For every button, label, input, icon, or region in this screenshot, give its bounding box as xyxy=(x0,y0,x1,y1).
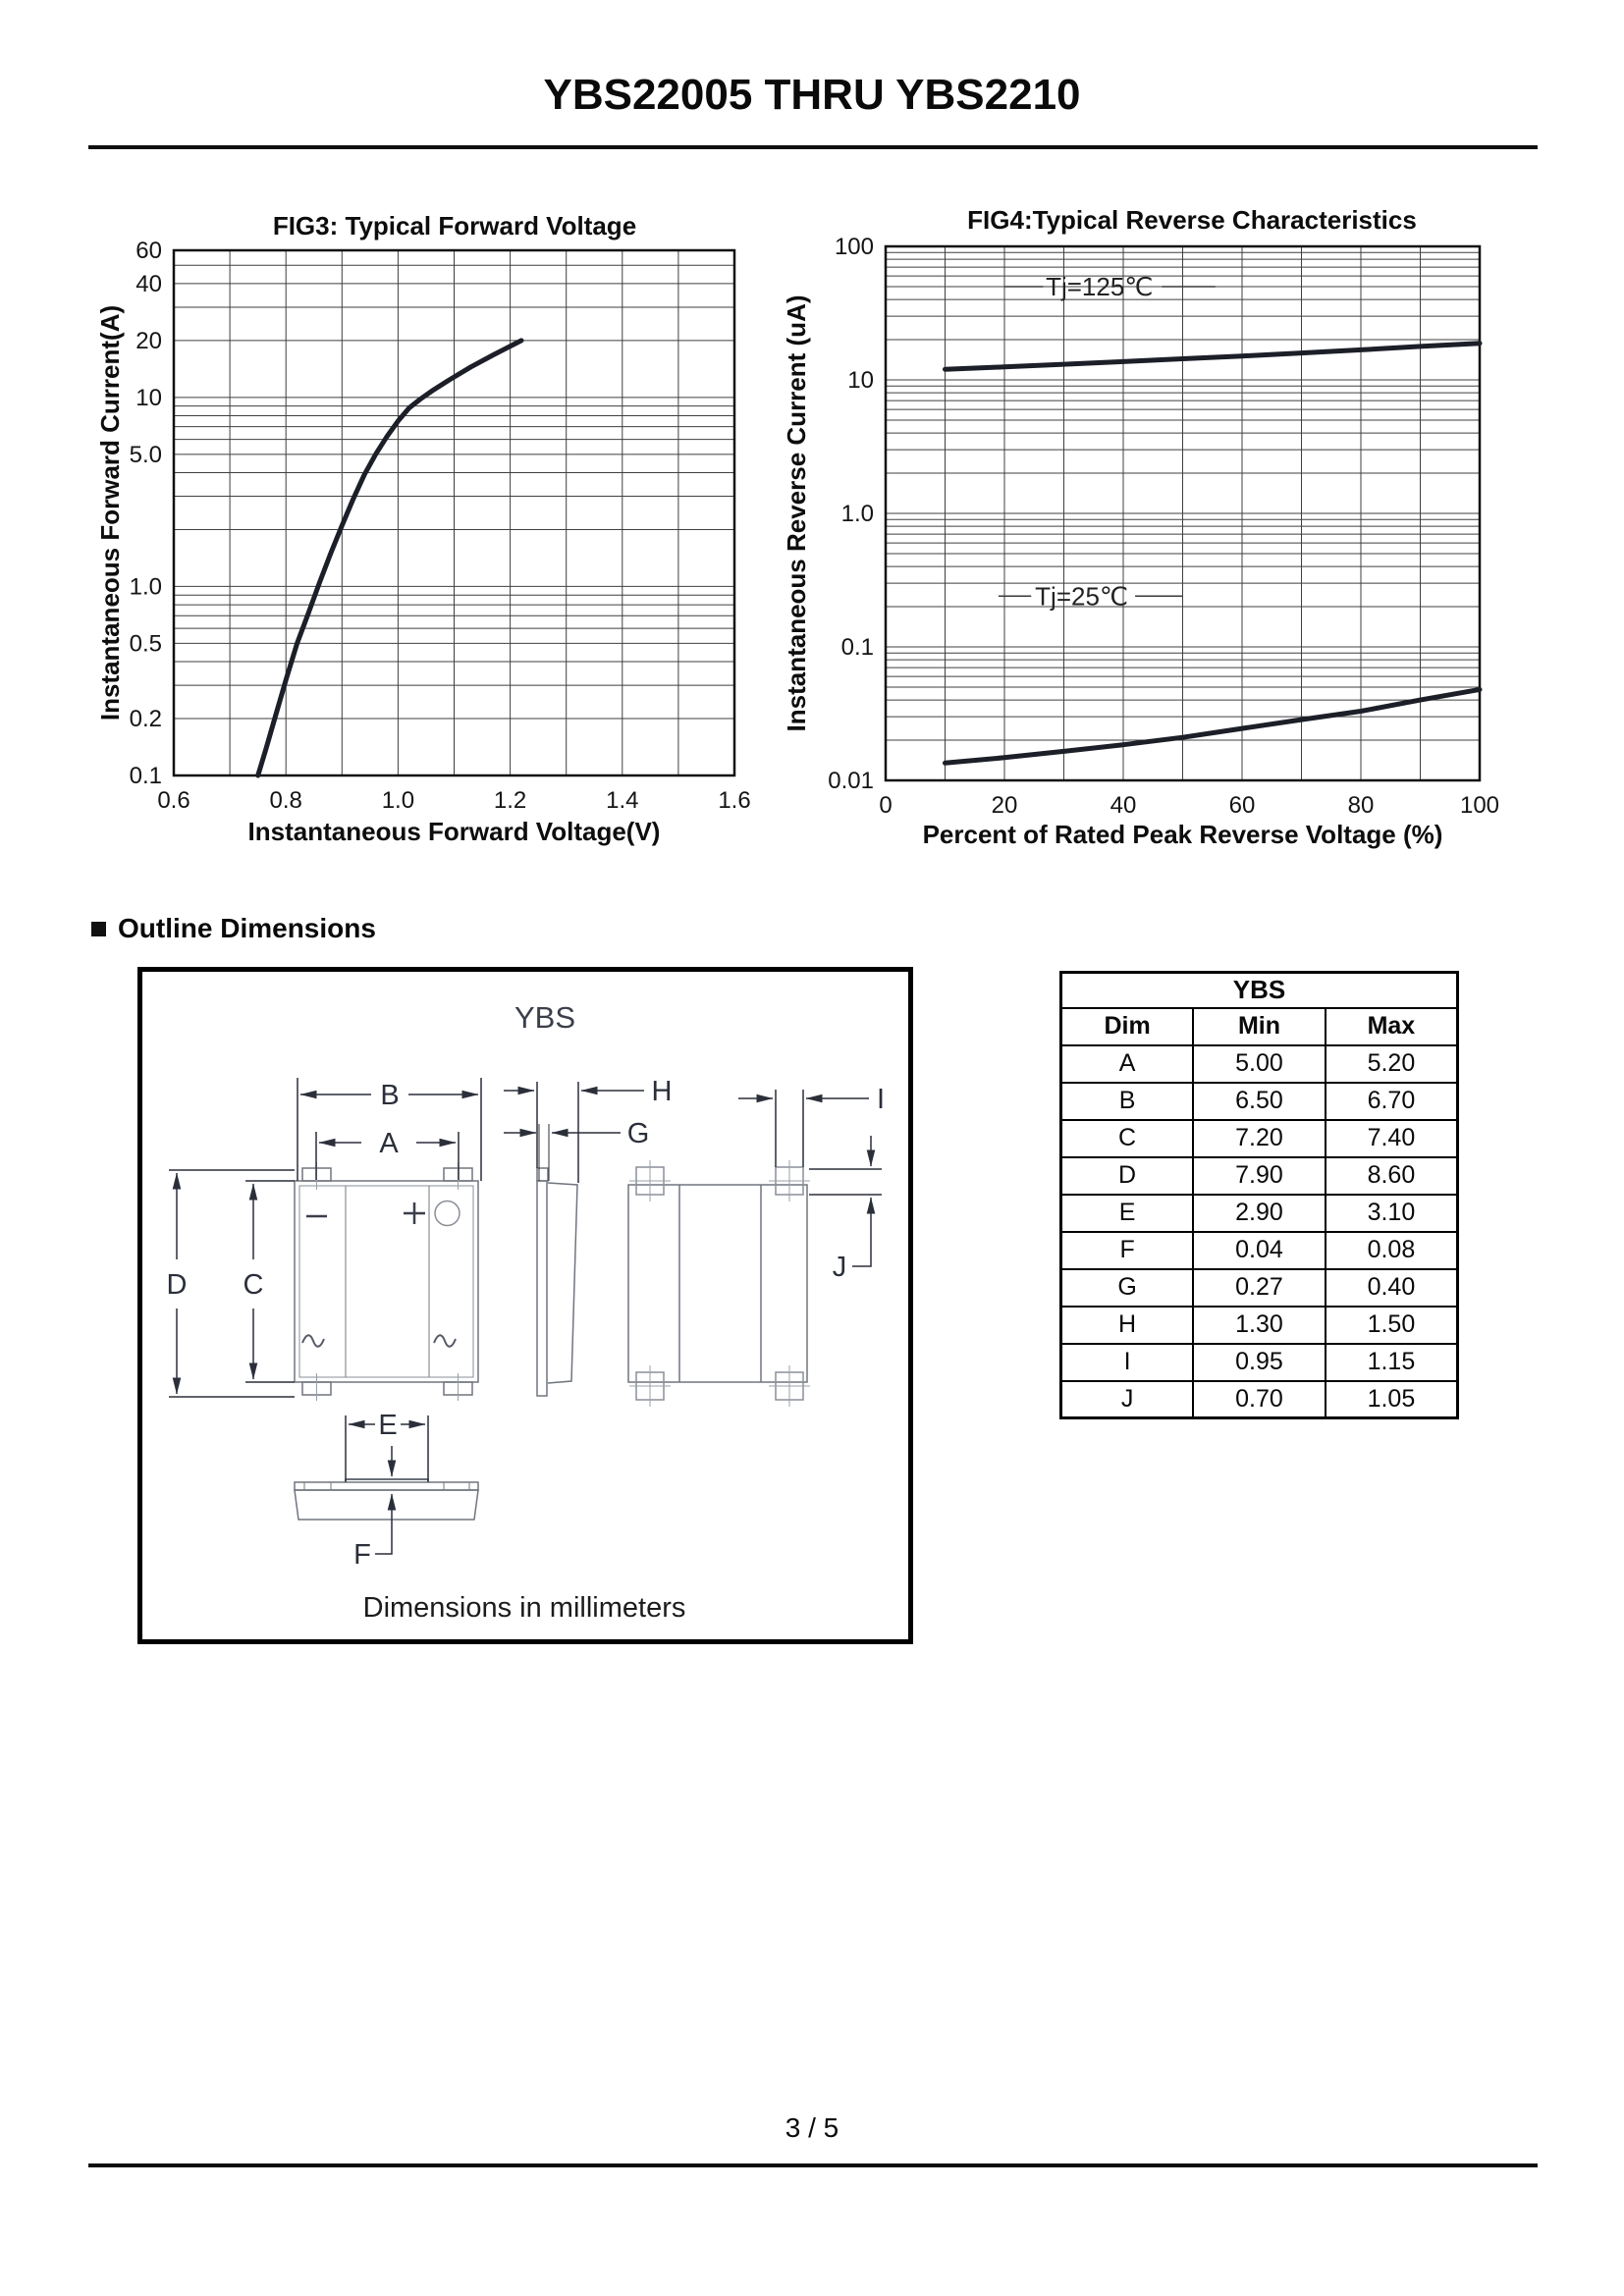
positive-terminal-circle xyxy=(435,1201,460,1226)
dim-label-b: B xyxy=(380,1080,400,1111)
table-title-row xyxy=(1061,973,1458,1008)
table-title: YBS xyxy=(1061,973,1458,1008)
table-header-cell: Dim xyxy=(1061,1008,1194,1045)
dimension-labels xyxy=(167,1076,886,1571)
table-cell: 2.90 xyxy=(1193,1195,1326,1232)
dim-label-d: D xyxy=(166,1269,188,1301)
table-cell: I xyxy=(1061,1344,1194,1381)
svg-text:60: 60 xyxy=(1228,792,1256,819)
dim-label-a: A xyxy=(379,1128,399,1159)
table-row xyxy=(1061,1195,1458,1232)
page-number: 3 / 5 xyxy=(785,2112,839,2143)
table-header-cell: Min xyxy=(1193,1008,1326,1045)
table-row xyxy=(1061,1083,1458,1120)
svg-text:0.5: 0.5 xyxy=(129,630,162,658)
dim-label-e: E xyxy=(378,1410,398,1441)
x-tick-labels xyxy=(879,792,1499,819)
svg-text:0.01: 0.01 xyxy=(828,768,874,794)
table-cell: 0.95 xyxy=(1193,1344,1326,1381)
table-cell: 8.60 xyxy=(1326,1157,1458,1195)
table-cell: 1.50 xyxy=(1326,1307,1458,1344)
x-axis-title: Instantaneous Forward Voltage(V) xyxy=(247,817,661,846)
chart-title: FIG3: Typical Forward Voltage xyxy=(272,211,637,240)
svg-text:5.0: 5.0 xyxy=(129,441,162,468)
ac-symbol xyxy=(434,1335,456,1347)
svg-text:0.6: 0.6 xyxy=(157,787,190,814)
table-row xyxy=(1061,1045,1458,1083)
outline-caption: Dimensions in millimeters xyxy=(362,1592,686,1624)
dim-label-j: J xyxy=(832,1252,847,1283)
dim-label-i: I xyxy=(876,1084,886,1115)
title-divider xyxy=(88,145,1538,149)
table-cell: 6.70 xyxy=(1326,1083,1458,1120)
y-axis-title: Instantaneous Reverse Current (uA) xyxy=(782,294,811,732)
table-cell: D xyxy=(1061,1157,1194,1195)
svg-text:1.2: 1.2 xyxy=(493,787,527,814)
outline-drawing xyxy=(137,967,913,1644)
y-tick-labels xyxy=(130,238,162,789)
back-view xyxy=(628,1167,807,1400)
outline-heading-label: Outline Dimensions xyxy=(118,913,376,943)
svg-text:0.1: 0.1 xyxy=(129,763,162,789)
table-header-row xyxy=(1061,1008,1458,1045)
outline-dimensions-heading xyxy=(91,913,376,944)
table-body xyxy=(1061,1045,1458,1418)
svg-text:1.0: 1.0 xyxy=(381,787,415,814)
table-cell: J xyxy=(1061,1381,1194,1418)
bottom-view xyxy=(295,1479,478,1520)
footer-divider xyxy=(88,2163,1538,2167)
svg-text:0.2: 0.2 xyxy=(129,706,162,733)
grid xyxy=(886,246,1480,780)
table-header-cell: Max xyxy=(1326,1008,1458,1045)
table-cell: 0.27 xyxy=(1193,1269,1326,1307)
outline-box-border xyxy=(140,970,911,1642)
series-curve xyxy=(946,344,1481,370)
grid xyxy=(174,250,734,775)
table-cell: 6.50 xyxy=(1193,1083,1326,1120)
table-cell: A xyxy=(1061,1045,1194,1083)
x-tick-labels xyxy=(157,787,750,814)
x-axis-title: Percent of Rated Peak Reverse Voltage (%) xyxy=(922,820,1443,849)
svg-text:100: 100 xyxy=(834,234,874,260)
table-row xyxy=(1061,1344,1458,1381)
dim-label-h: H xyxy=(651,1076,673,1107)
table-row xyxy=(1061,1120,1458,1157)
table-cell: 5.20 xyxy=(1326,1045,1458,1083)
svg-text:0.8: 0.8 xyxy=(269,787,302,814)
svg-text:0.1: 0.1 xyxy=(840,634,874,661)
table-cell: F xyxy=(1061,1232,1194,1269)
svg-text:40: 40 xyxy=(135,270,162,297)
front-tab-centerlines xyxy=(317,1162,459,1401)
section-bullet-icon xyxy=(91,922,106,936)
svg-text:80: 80 xyxy=(1347,792,1375,819)
table-cell: G xyxy=(1061,1269,1194,1307)
plus-symbol xyxy=(404,1202,425,1224)
table-cell: H xyxy=(1061,1307,1194,1344)
chart-title: FIG4:Typical Reverse Characteristics xyxy=(967,205,1417,235)
table-cell: C xyxy=(1061,1120,1194,1157)
table-cell: 7.20 xyxy=(1193,1120,1326,1157)
fig4-reverse-characteristics-chart xyxy=(776,201,1507,851)
table-cell: 1.30 xyxy=(1193,1307,1326,1344)
table-cell: 0.08 xyxy=(1326,1232,1458,1269)
dim-label-c: C xyxy=(243,1269,264,1301)
svg-text:20: 20 xyxy=(991,792,1018,819)
svg-text:20: 20 xyxy=(135,327,162,354)
table-cell: 1.05 xyxy=(1326,1381,1458,1418)
table-cell: 7.90 xyxy=(1193,1157,1326,1195)
svg-text:1.0: 1.0 xyxy=(840,501,874,527)
dimensions-table xyxy=(1059,971,1459,1419)
svg-text:10: 10 xyxy=(135,384,162,411)
svg-text:100: 100 xyxy=(1459,792,1500,819)
ac-symbol xyxy=(302,1335,324,1347)
svg-text:1.4: 1.4 xyxy=(606,787,639,814)
dimension-lines xyxy=(166,1078,882,1554)
table-cell: 5.00 xyxy=(1193,1045,1326,1083)
table-row xyxy=(1061,1232,1458,1269)
table-cell: 3.10 xyxy=(1326,1195,1458,1232)
svg-text:40: 40 xyxy=(1110,792,1137,819)
svg-text:Tj=25℃: Tj=25℃ xyxy=(1035,581,1129,612)
table-cell: 0.70 xyxy=(1193,1381,1326,1418)
y-tick-labels xyxy=(828,234,874,794)
dim-label-g: G xyxy=(626,1118,650,1149)
svg-text:60: 60 xyxy=(135,238,162,264)
table-cell: 0.40 xyxy=(1326,1269,1458,1307)
table-cell: B xyxy=(1061,1083,1194,1120)
table-cell: 0.04 xyxy=(1193,1232,1326,1269)
fig3-forward-voltage-chart xyxy=(93,201,776,851)
svg-text:Tj=125℃: Tj=125℃ xyxy=(1046,271,1154,301)
table-row xyxy=(1061,1269,1458,1307)
outline-package-title: YBS xyxy=(514,1000,576,1035)
series-curve xyxy=(946,689,1481,763)
table-row xyxy=(1061,1157,1458,1195)
dim-label-f: F xyxy=(353,1539,371,1571)
table-cell: E xyxy=(1061,1195,1194,1232)
svg-text:1.0: 1.0 xyxy=(129,573,162,601)
page-title: YBS22005 THRU YBS2210 xyxy=(543,71,1081,119)
back-tab-centerlines xyxy=(629,1160,810,1407)
y-axis-title: Instantaneous Forward Current(A) xyxy=(95,304,125,721)
table-row xyxy=(1061,1307,1458,1344)
side-view xyxy=(537,1168,577,1396)
table-cell: 7.40 xyxy=(1326,1120,1458,1157)
svg-text:10: 10 xyxy=(847,367,874,394)
svg-text:0: 0 xyxy=(879,792,893,819)
table-row xyxy=(1061,1381,1458,1418)
svg-text:1.6: 1.6 xyxy=(718,787,751,814)
table-cell: 1.15 xyxy=(1326,1344,1458,1381)
